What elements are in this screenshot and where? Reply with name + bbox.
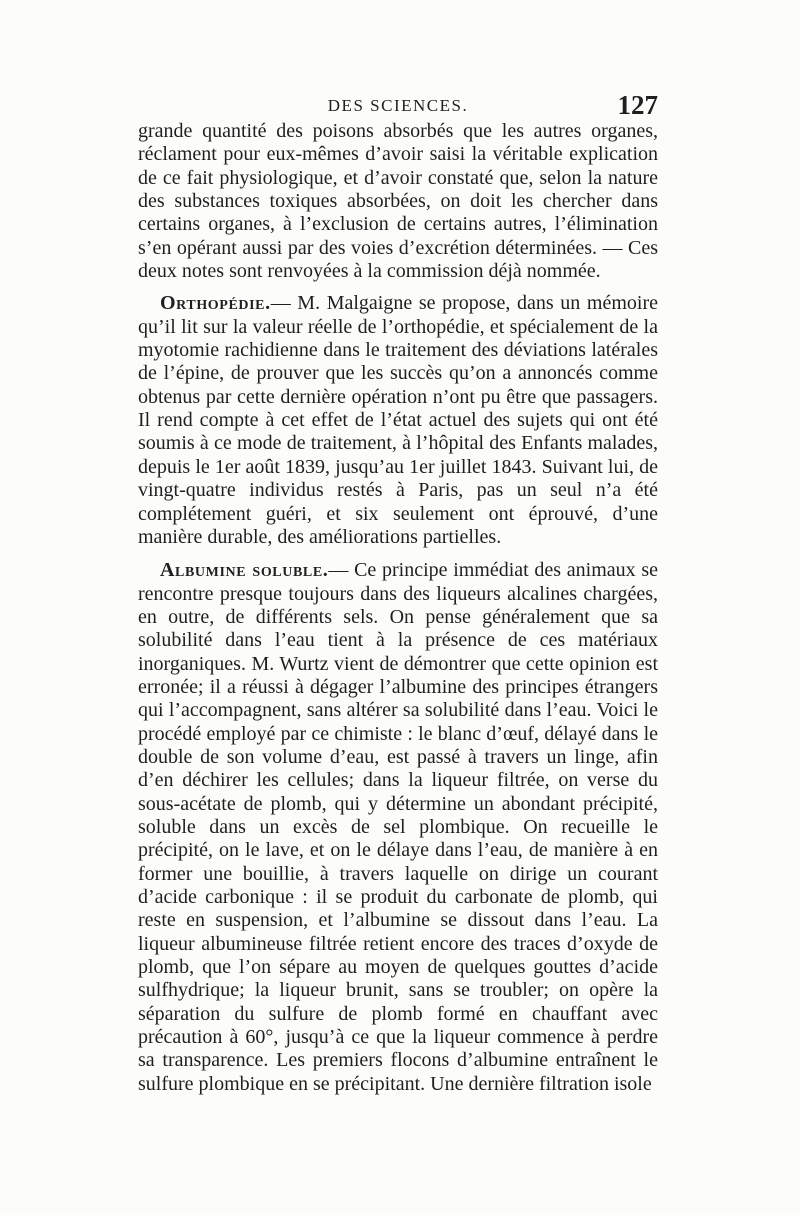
albumine-text: — Ce principe immédiat des animaux se rencontre presque toujours dans des liqueurs alcalines chargées, en outre, de différents sels. On pense généralement que sa solubilité dans l’eau tient à la présence de ces matériaux inorganiques. M. Wurtz vient de démontrer que cette opinion est erronée; il a réussi à dégager l’albumine des principes étrangers qui l’accompagnent, sans altérer sa solubilité dans l’eau. Voici le procédé employé par ce chimiste : le blanc d’œuf, délayé dans le double de son volume d’eau, est passé à travers un linge, afin d’en déchirer les cellules; dans la liqueur filtrée, on verse du sous-acétate de plomb, qui y détermine un abondant précipité, soluble dans un excès de sel plombique. On recueille le précipité, on le lave, et on le délaye dans l’eau, de manière à en former une bouillie, à travers laquelle on dirige un courant d’acide carbonique : il se produit du carbonate de plomb, qui reste en suspension, et l’albumine se dissout dans l’eau. La liqueur albumineuse filtrée retient encore des traces d’oxyde de plomb, que l’on sépare au moyen de quelques gouttes d’acide sulfhydrique; la liqueur brunit, sans se troubler; on opère la séparation du sulfure de plomb formé en chauffant avec précaution à 60°, jusqu’à ce que la liqueur commence à perdre sa transparence. Les premiers flocons d’albumine entraînent le sulfure plombique en se précipitant. Une dernière filtration isole [138, 559, 658, 1095]
page-number: 127 [617, 90, 658, 120]
orthopedie-text: — M. Malgaigne se propose, dans un mémoire qu’il lit sur la valeur réelle de l’orthopédie, et spécialement de la myotomie rachidienne dans le traitement des déviations latérales de l’épine, de prouver que les succès qu’on a annoncés comme obtenus par cette dernière opération n’ont pu être que passagers. Il rend compte à cet effet de l’état actuel des sujets qui ont été soumis à ce mode de traitement, à l’hôpital des Enfants malades, depuis le 1er août 1839, jusqu’au 1er juillet 1843. Suivant lui, de vingt-quatre individus restés à Paris, pas un seul n’a été complétement guéri, et six seulement ont éprouvé, d’une manière durable, des améliorations partielles. [138, 292, 658, 548]
continued-paragraph: grande quantité des poisons absorbés que les autres organes, réclament pour eux-mêmes d’avoir saisi la véritable explication de ce fait physiologique, et d’avoir constaté que, selon la nature des substances toxiques absorbées, on doit les chercher dans certains organes, à l’exclusion de certains autres, l’élimination s’en opérant aussi par des voies d’excrétion déterminées. — Ces deux notes sont renvoyées à la commission déjà nommée. [138, 120, 658, 283]
albumine-rubric: Albumine soluble. [160, 559, 329, 582]
running-title: DES SCIENCES. [327, 96, 469, 115]
orthopedie-rubric: Orthopédie. [160, 292, 271, 315]
body-text [138, 120, 658, 1096]
albumine-paragraph [138, 559, 658, 1096]
orthopedie-paragraph [138, 292, 658, 549]
